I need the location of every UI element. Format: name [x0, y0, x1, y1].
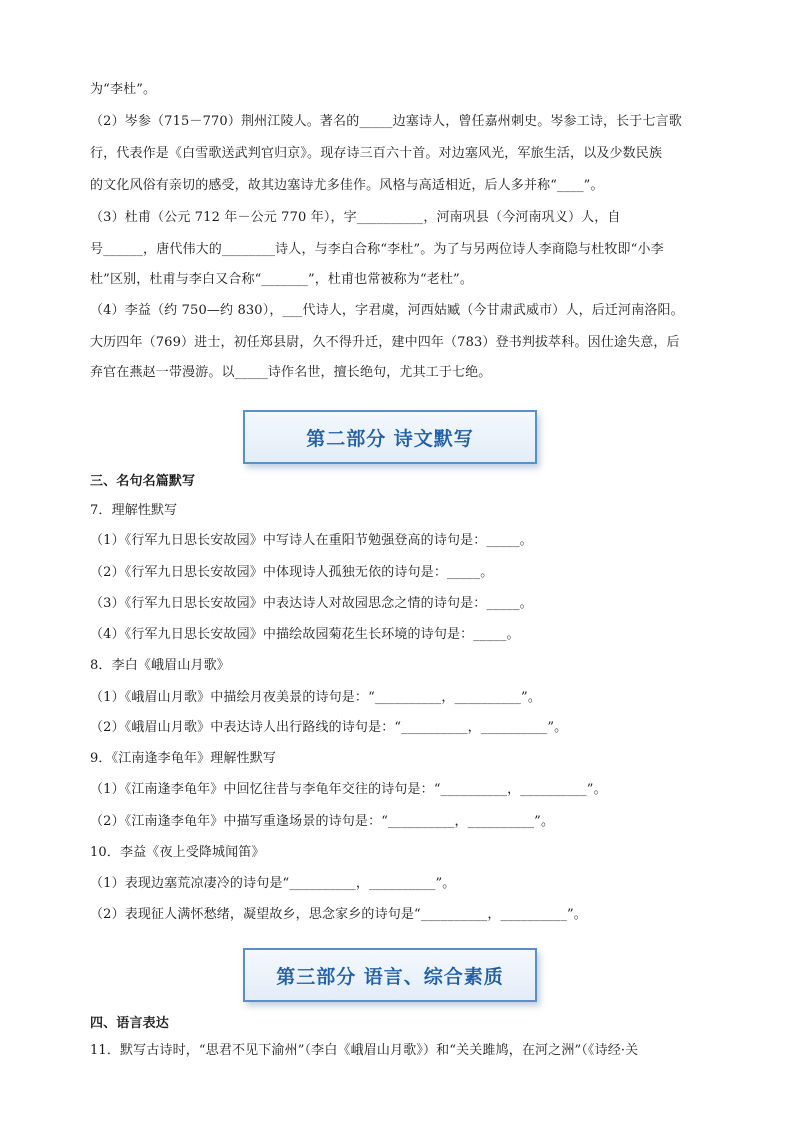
- text-line: 弃官在燕赵一带漫游。以_____诗作名世，擅长绝句，尤其工于七绝。: [90, 365, 492, 380]
- question-item: （1）《行军九日思长安故园》中写诗人在重阳节勉强登高的诗句是：_____。: [90, 533, 533, 548]
- question-item: （4）《行军九日思长安故园》中描绘故园菊花生长环境的诗句是：_____。: [90, 627, 520, 642]
- question-item: 11．默写古诗时，“思君不见下渝州”（李白《峨眉山月歌》）和“关关雎鸠，在河之洲”（《诗经·关: [90, 1043, 639, 1058]
- text-line: （2）岑参（715－770）荆州江陵人。著名的_____边塞诗人，曾任嘉州刺史。岑参工诗，长于七言歌: [90, 114, 682, 129]
- question-item: （1）《峨眉山月歌》中描绘月夜美景的诗句是：“__________，__________”。: [90, 690, 541, 705]
- question-title: 10．李益《夜上受降城闻笛》: [90, 845, 265, 860]
- question-item: （2）《江南逢李龟年》中描写重逢场景的诗句是：“__________，__________”。: [90, 814, 555, 829]
- question-title: 9．《江南逢李龟年》理解性默写: [90, 751, 277, 766]
- question-item: （1）表现边塞荒凉凄冷的诗句是“__________，__________”。: [90, 876, 456, 891]
- question-item: （1）《江南逢李龟年》中回忆往昔与李龟年交往的诗句是：“__________，__________”。: [90, 782, 607, 797]
- question-item: （3）《行军九日思长安故园》中表达诗人对故园思念之情的诗句是：_____。: [90, 596, 533, 611]
- question-item: （2）表现征人满怀愁绪，凝望故乡，思念家乡的诗句是“__________，__________”。: [90, 907, 587, 922]
- question-item: （2）《峨眉山月歌》中表达诗人出行路线的诗句是：“__________，__________”。: [90, 720, 568, 735]
- text-line: 杜”区别，杜甫与李白又合称“_______”，杜甫也常被称为“老杜”。: [90, 272, 473, 287]
- text-line: 行，代表作是《白雪歌送武判官归京》。现存诗三百六十首。对边塞风光，军旅生活，以及少数民族: [90, 146, 663, 161]
- section-heading: 三、名句名篇默写: [90, 474, 196, 489]
- text-line: 为“李杜”。: [90, 82, 157, 97]
- text-line: （3）杜甫（公元 712 年－公元 770 年），字__________，河南巩县（今河南巩义）人，自: [90, 210, 621, 225]
- question-title: 7．理解性默写: [90, 503, 178, 518]
- banner-title: 第三部分 语言、综合素质: [276, 965, 504, 988]
- text-line: 大历四年（769）进士，初任郑县尉，久不得升迁，建中四年（783）登书判拔萃科。因仕途失意，后: [90, 335, 680, 350]
- question-item: （2）《行军九日思长安故园》中体现诗人孤独无依的诗句是：_____。: [90, 565, 494, 580]
- text-line: （4）李益（约 750—约 830），___代诗人，字君虞，河西姑臧（今甘肃武威市）人，后迁河南洛阳。: [90, 303, 684, 318]
- text-line: 的文化风俗有亲切的感受，故其边塞诗尤多佳作。风格与高适相近，后人多并称“____”。: [90, 178, 604, 193]
- section-banner-part3: [243, 948, 537, 1002]
- text-line: 号______，唐代伟大的________诗人，与李白合称“李杜”。为了与另两位诗人李商隐与杜牧即“小李: [90, 242, 664, 257]
- section-heading: 四、语言表达: [90, 1016, 169, 1031]
- section-banner-part2: [243, 410, 537, 464]
- banner-title: 第二部分 诗文默写: [306, 427, 474, 450]
- question-title: 8．李白《峨眉山月歌》: [90, 658, 230, 673]
